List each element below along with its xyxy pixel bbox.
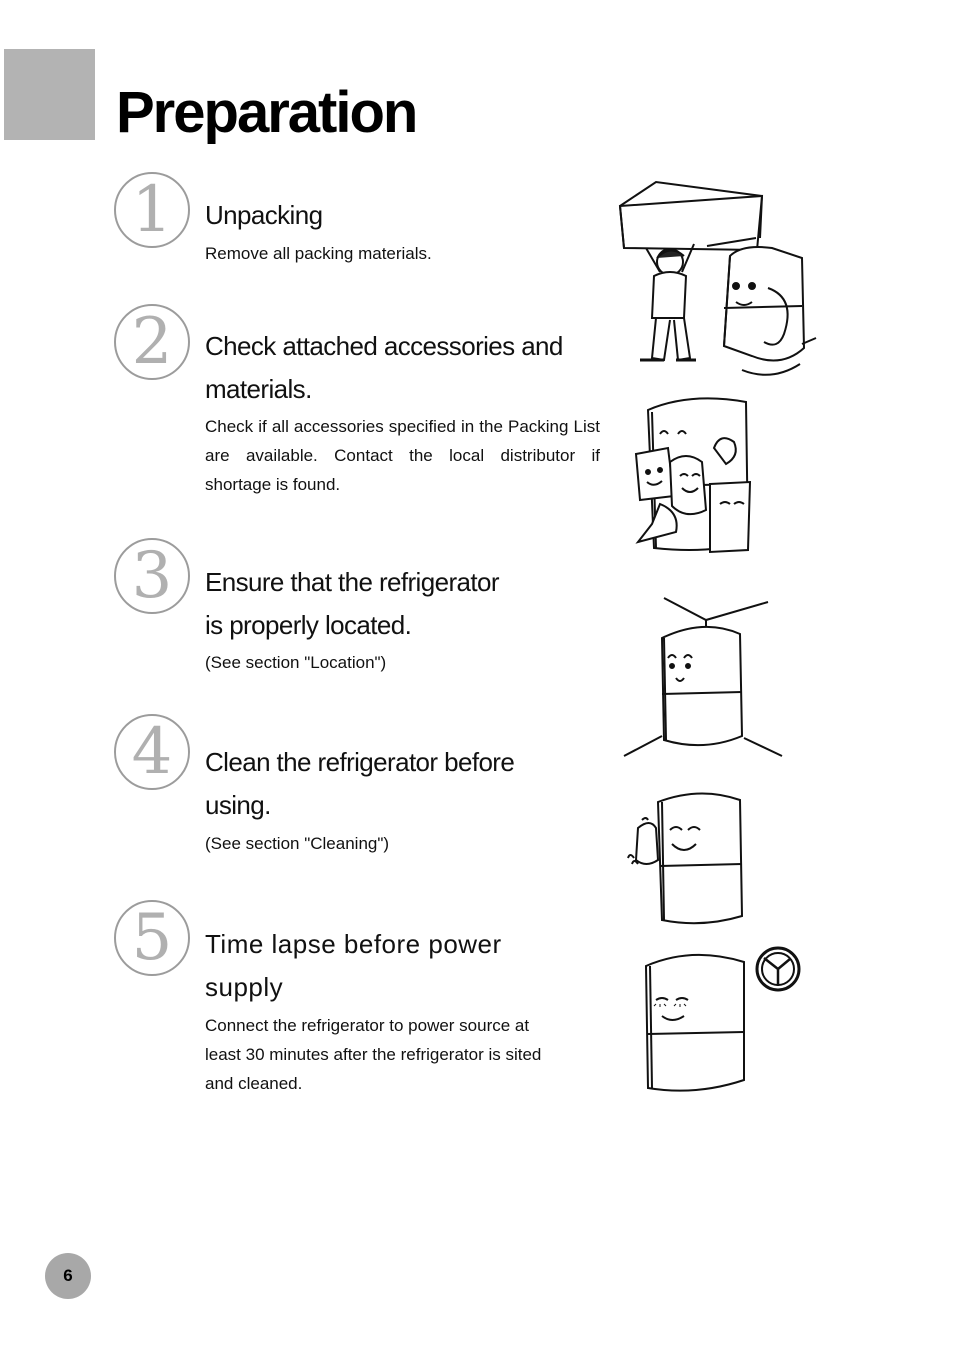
- refrigerator-in-corner-icon: [618, 590, 788, 762]
- step-heading: [205, 741, 514, 827]
- step-number: 4: [114, 714, 190, 790]
- heading-line: Ensure that the refrigerator: [205, 567, 499, 597]
- step-number: 1: [114, 172, 190, 248]
- step-number: 2: [114, 304, 190, 380]
- step-number: 3: [114, 538, 190, 614]
- refrigerator-cleaning-icon: [622, 788, 752, 926]
- step-heading: [205, 561, 499, 647]
- heading-line: materials.: [205, 374, 312, 404]
- step-description: Check if all accessories specified in the Packing List are available. Contact the local distributor if shortage is found.: [205, 417, 600, 494]
- refrigerator-accessories-icon: [630, 392, 760, 557]
- step-description: Remove all packing materials.: [205, 244, 432, 263]
- heading-line: using.: [205, 790, 271, 820]
- step-description: Connect the refrigerator to power source at least 30 minutes after the refrigerator is sited and cleaned.: [205, 1016, 542, 1093]
- step-heading: [205, 923, 502, 1009]
- heading-line: Unpacking: [205, 200, 323, 230]
- heading-line: Clean the refrigerator before: [205, 747, 515, 777]
- step-heading: [205, 194, 322, 237]
- step-description: (See section "Cleaning"): [205, 834, 390, 853]
- refrigerator-clock-icon: [640, 944, 805, 1094]
- header-gray-block: [4, 49, 95, 140]
- man-lifting-box-icon: [612, 178, 822, 388]
- step-heading: [205, 325, 563, 411]
- page-title: Preparation: [116, 80, 417, 145]
- heading-line: Time lapse before power: [205, 929, 502, 959]
- step-description: (See section "Location"): [205, 653, 387, 672]
- heading-line: Check attached accessories and: [205, 331, 563, 361]
- heading-line: is properly located.: [205, 610, 412, 640]
- page-number-badge: 6: [45, 1253, 91, 1299]
- step-number: 5: [114, 900, 190, 976]
- heading-line: supply: [205, 972, 284, 1002]
